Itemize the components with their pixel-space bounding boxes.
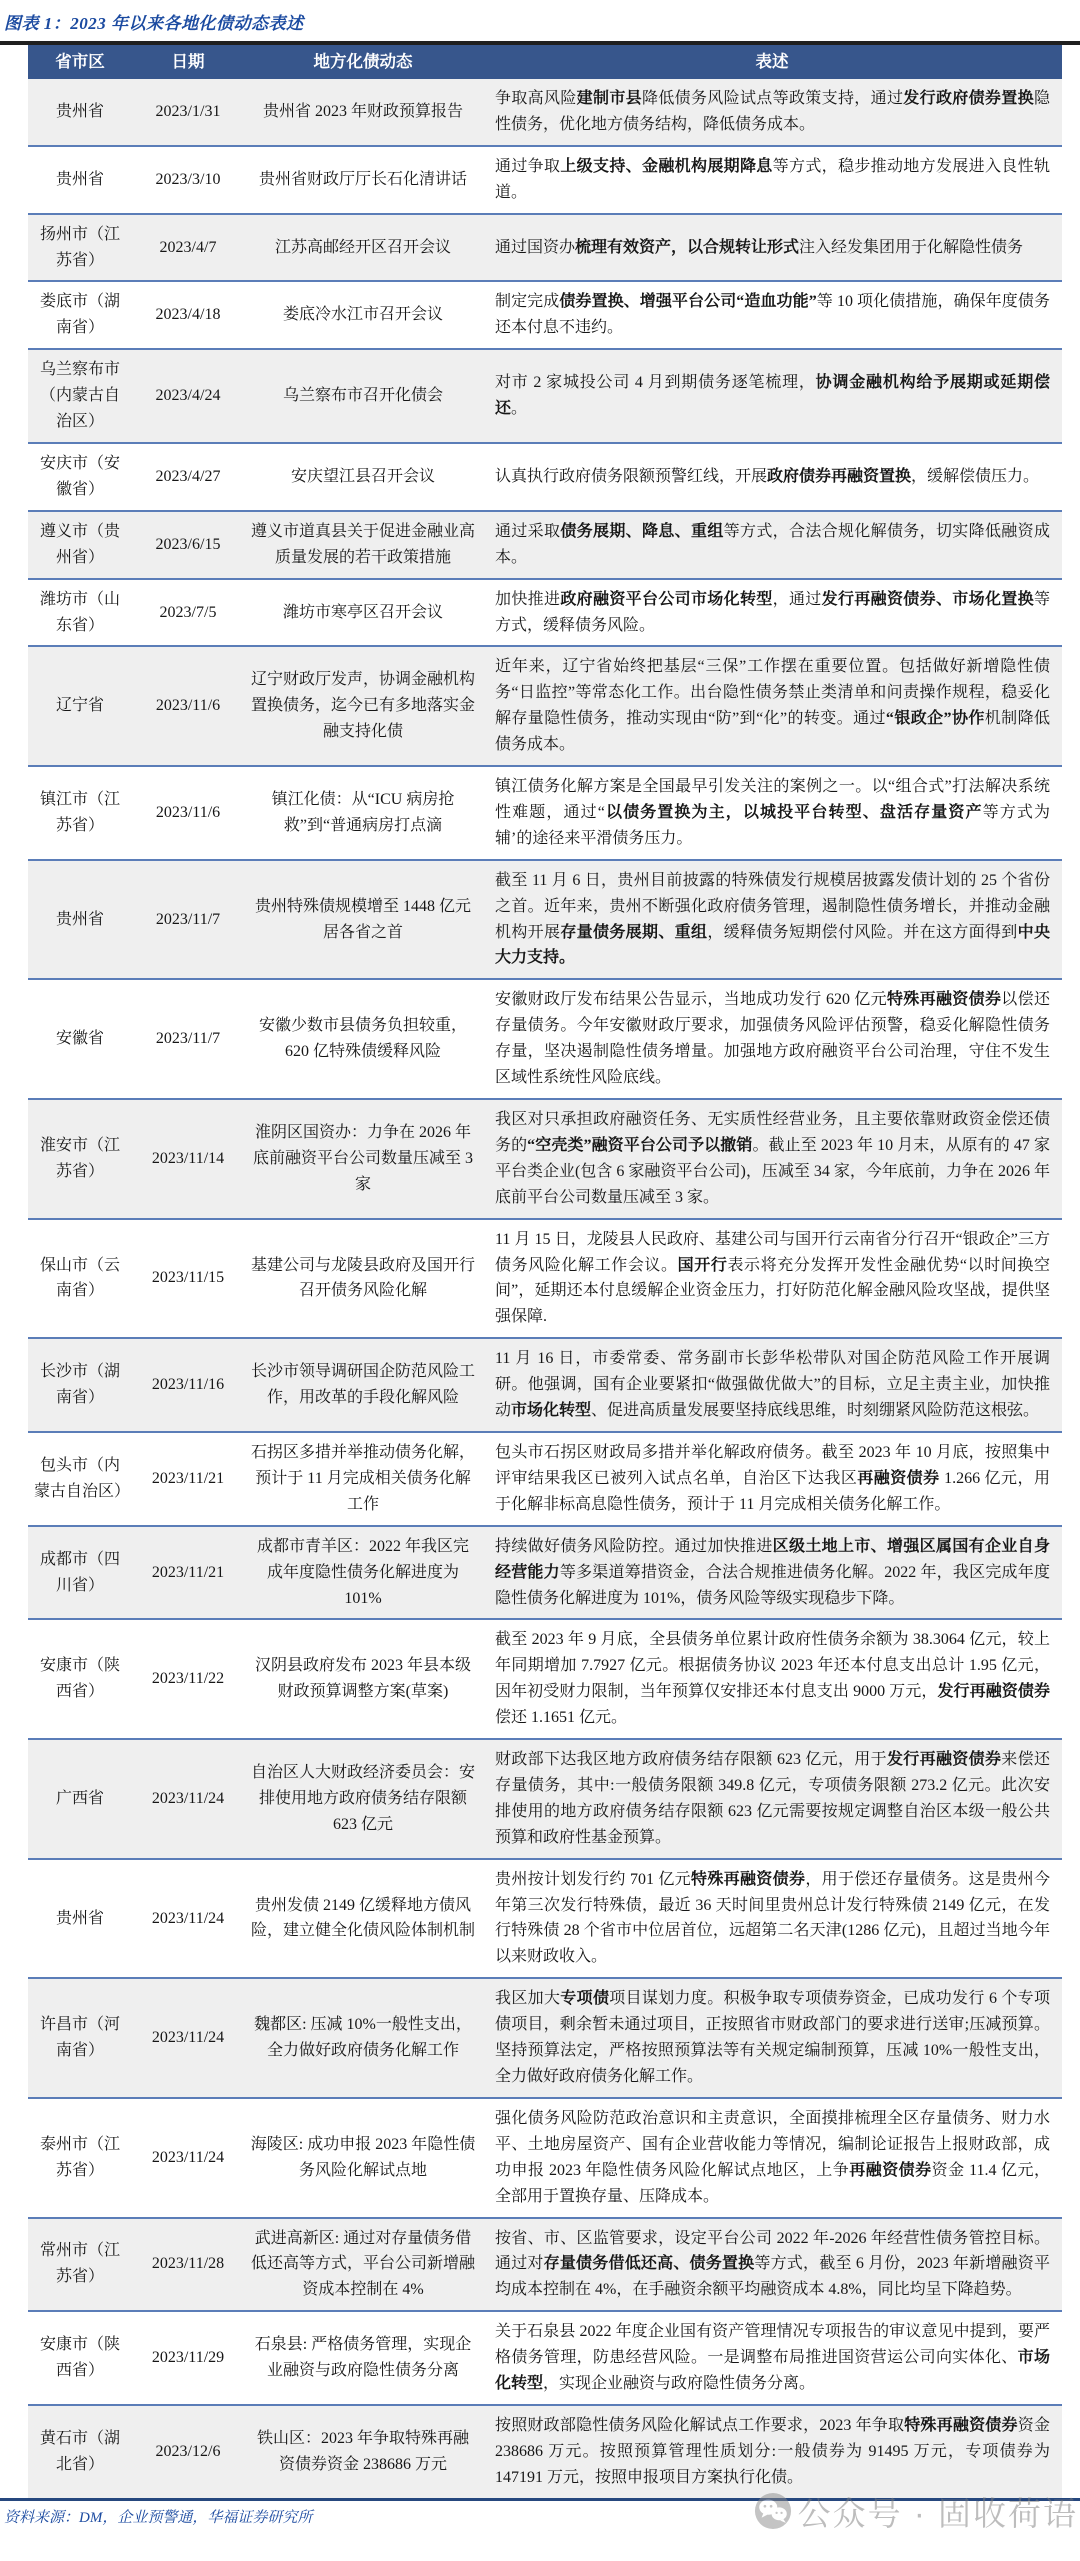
- cell-action: 潍坊市寒亭区召开会议: [282, 603, 443, 621]
- cell-action: 武进高新区: 通过对存量债务借低还高等方式，平台公司新增融资成本控制在 4%: [250, 2229, 475, 2299]
- cell-statement: 截至 11 月 6 日，贵州目前披露的特殊债发行规模居披露发债计划的 25 个省份之首。近年来，贵州不断强化政府债务管理，遏制隐性债务增长，并推动金融机构开展存量债务展期、重组，缓释债务短期偿付风险。并在这方面得到中央大力支持。: [495, 871, 1050, 967]
- cell-date: 2023/11/7: [155, 910, 221, 928]
- cell-region: 安庆市（安徽省）: [39, 454, 120, 498]
- table-row: [28, 765, 1062, 859]
- table-body: [28, 79, 1062, 2498]
- cell-statement: 通过采取债务展期、降息、重组等方式，合法合规化解债务，切实降低融资成本。: [495, 522, 1050, 566]
- cell-region: 贵州省: [55, 1909, 104, 1927]
- cell-statement: 11 月 16 日，市委常委、常务副市长彭华松带队对国企防范风险工作开展调研。他强调，国有企业要紧扣“做强做优做大”的目标，立足主责主业，加快推动市场化转型、促进高质量发展要坚持底线思维，时刻绷紧风险防范这根弦。: [495, 1350, 1050, 1420]
- table-row: [28, 1098, 1062, 1218]
- cell-region: 成都市（四川省）: [39, 1550, 120, 1594]
- debt-actions-table: [28, 45, 1062, 2498]
- cell-action: 贵州发债 2149 亿缓释地方债风险，建立健全化债风险体制机制: [250, 1896, 475, 1940]
- cell-date: 2023/1/31: [155, 102, 221, 120]
- col-header-region: 省市区: [55, 52, 105, 72]
- col-header-date: 日期: [171, 52, 205, 72]
- table-row: [28, 645, 1062, 765]
- cell-action: 贵州特殊债规模增至 1448 亿元居各省之首: [254, 897, 471, 941]
- cell-action: 江苏高邮经开区召开会议: [274, 238, 451, 256]
- cell-date: 2023/4/24: [155, 387, 221, 405]
- cell-date: 2023/12/6: [155, 2442, 221, 2460]
- cell-date: 2023/7/5: [159, 603, 217, 621]
- cell-action: 石泉县: 严格债务管理，实现企业融资与政府隐性债务分离: [254, 2336, 472, 2380]
- cell-statement: 财政部下达我区地方政府债务结存限额 623 亿元，用于发行再融资债券来偿还存量债务，其中:一般债务限额 349.8 亿元，专项债务限额 273.2 亿元。此次安排使用的地方政府债务结存限额 623 亿元需要按规定调整自治区本级一般公共预算和政府性基金预算。: [495, 1751, 1050, 1846]
- table-row: [28, 1218, 1062, 1338]
- table-row: [28, 213, 1062, 281]
- cell-date: 2023/11/21: [151, 1563, 225, 1581]
- cell-statement: 安徽财政厅发布结果公告显示，当地成功发行 620 亿元特殊再融资债券以偿还存量债务。今年安徽财政厅要求，加强债务风险评估预警，稳妥化解隐性债务存量，坚决遏制隐性债务增量。加强地方政府融资平台公司治理，守住不发生区域性系统性风险底线。: [495, 991, 1050, 1087]
- cell-statement: 强化债务风险防范政治意识和主责意识，全面摸排梳理全区存量债务、财力水平、土地房屋资产、国有企业营收能力等情况，编制论证报告上报财政部，成功申报 2023 年隐性债务风险化解试点地区，上争再融资债券资金 11.4 亿元，全部用于置换存量、压降成本。: [495, 2109, 1050, 2205]
- cell-action: 汉阴县政府发布 2023 年县本级财政预算调整方案(草案): [254, 1657, 471, 1701]
- cell-action: 长沙市领导调研国企防范风险工作，用改革的手段化解风险: [250, 1363, 475, 1407]
- cell-date: 2023/11/24: [151, 1909, 225, 1927]
- cell-statement: 包头市石拐区财政局多措并举化解政府债务。截至 2023 年 10 月底，按照集中评审结果我区已被列入试点名单，自治区下达我区再融资债券 1.266 亿元，用于化解非标高息隐性债务，预计于 11 月完成相关债务化解工作。: [495, 1443, 1050, 1513]
- table-row: [28, 1858, 1062, 1978]
- cell-statement: 按照财政部隐性债务风险化解试点工作要求，2023 年争取特殊再融资债券资金 238686 万元。按照预算管理性质划分:一般债券为 91495 万元，专项债券为 147191 万元，按照申报项目方案执行化债。: [495, 2416, 1050, 2486]
- cell-region: 乌兰察布市（内蒙古自治区）: [39, 361, 120, 431]
- cell-date: 2023/3/10: [155, 170, 221, 188]
- cell-statement: 按省、市、区监管要求，设定平台公司 2022 年-2026 年经营性债务管控目标。通过对存量债务借低还高、债务置换等方式，截至 6 月份，2023 年新增融资平均成本控制在 4%，在手融资余额平均融资成本 4.8%，同比均呈下降趋势。: [495, 2229, 1050, 2299]
- cell-region: 常州市（江苏省）: [39, 2242, 120, 2286]
- cell-statement: 我区对只承担政府融资任务、无实质性经营业务，且主要依靠财政资金偿还债务的“空壳类”融资平台公司予以撤销。截止至 2023 年 10 月末，从原有的 47 家平台类企业(包含 6 家融资平台公司)，压减至 34 家，今年底前，力争在 2026 年底前平台公司数量压减至 3 家。: [495, 1111, 1050, 1206]
- cell-region: 安徽省: [55, 1030, 104, 1048]
- cell-statement: 制定完成债券置换、增强平台公司“造血功能”等 10 项化债措施，确保年度债务还本付息不违约。: [495, 293, 1050, 337]
- cell-statement: 通过争取上级支持、金融机构展期降息等方式，稳步推动地方发展进入良性轨道。: [495, 157, 1050, 201]
- cell-region: 广西省: [55, 1789, 104, 1807]
- cell-date: 2023/11/6: [155, 803, 221, 821]
- table-row: [28, 280, 1062, 348]
- cell-statement: 镇江债务化解方案是全国最早引发关注的案例之一。以“组合式”打法解决系统性难题，通过“以债务置换为主，以城投平台转型、盘活存量资产等方式为辅’的途径来平滑债务压力。: [495, 778, 1050, 847]
- table-row: [28, 1977, 1062, 2097]
- cell-statement: 关于石泉县 2022 年度企业国有资产管理情况专项报告的审议意见中提到，要严格债务管理，防患经营风险。一是调整布局推进国资营运公司向实体化、市场化转型，实现企业融资与政府隐性债务分离。: [495, 2323, 1050, 2393]
- table-row: [28, 2310, 1062, 2404]
- table-row: [28, 1431, 1062, 1525]
- cell-date: 2023/11/24: [151, 2148, 225, 2166]
- cell-action: 基建公司与龙陵县政府及国开行召开债务风险化解: [250, 1256, 475, 1300]
- cell-statement: 加快推进政府融资平台公司市场化转型，通过发行再融资债券、市场化置换等方式，缓释债务风险。: [495, 590, 1050, 634]
- cell-action: 镇江化债：从“ICU 病房抢救”到“普通病房打点滴: [271, 790, 455, 834]
- table-row: [28, 859, 1062, 979]
- cell-date: 2023/11/29: [151, 2349, 225, 2367]
- cell-statement: 对市 2 家城投公司 4 月到期债务逐笔梳理，协调金融机构给予展期或延期偿还。: [495, 374, 1050, 418]
- cell-statement: 11 月 15 日，龙陵县人民政府、基建公司与国开行云南省分行召开“银政企”三方债务风险化解工作会议。国开行表示将充分发挥开发性金融优势“以时间换空间”，延期还本付息缓解企业资金压力，打好防范化解金融风险攻坚战，提供坚强保障.: [495, 1230, 1050, 1326]
- cell-action: 石拐区多措并举推动债务化解，预计于 11 月完成相关债务化解工作: [250, 1443, 475, 1513]
- figure-title: 图表 1：2023 年以来各地化债动态表述: [4, 14, 304, 33]
- cell-date: 2023/4/18: [155, 306, 221, 324]
- cell-region: 安康市（陕西省）: [39, 1657, 120, 1701]
- cell-action: 乌兰察布市召开化债会: [282, 387, 443, 405]
- cell-statement: 认真执行政府债务限额预警红线，开展政府债券再融资置换，缓解偿债压力。: [495, 467, 1040, 485]
- cell-region: 贵州省: [55, 910, 104, 928]
- cell-region: 贵州省: [55, 102, 104, 120]
- cell-region: 保山市（云南省）: [39, 1256, 120, 1300]
- cell-action: 魏都区: 压减 10%一般性支出，全力做好政府债务化解工作: [254, 2016, 472, 2060]
- cell-region: 包头市（内蒙古自治区）: [34, 1456, 131, 1500]
- cell-region: 辽宁省: [55, 697, 104, 715]
- cell-action: 遵义市道真县关于促进金融业高质量发展的若干政策措施: [250, 522, 475, 566]
- cell-date: 2023/11/16: [151, 1376, 225, 1394]
- cell-date: 2023/11/22: [151, 1670, 225, 1688]
- table-row: [28, 1337, 1062, 1431]
- table-row: [28, 348, 1062, 442]
- cell-region: 泰州市（江苏省）: [39, 2135, 120, 2179]
- table-row: [28, 79, 1062, 145]
- cell-date: 2023/4/7: [159, 238, 217, 256]
- cell-date: 2023/4/27: [155, 467, 221, 485]
- cell-region: 扬州市（江苏省）: [39, 225, 120, 269]
- table-row: [28, 2097, 1062, 2217]
- table-row: [28, 2404, 1062, 2498]
- cell-statement: 贵州按计划发行约 701 亿元特殊再融资债券，用于偿还存量债务。这是贵州今年第三次发行特殊债，最近 36 天时间里贵州总计发行特殊债 2149 亿元，在发行特殊债 28 个省市中位居首位，远超第二名天津(1286 亿元)，且超过当地今年以来财政收入。: [495, 1870, 1050, 1966]
- cell-action: 安徽少数市县债务负担较重，620 亿特殊债缓释风险: [258, 1017, 467, 1061]
- cell-region: 镇江市（江苏省）: [39, 790, 120, 834]
- cell-region: 贵州省: [55, 170, 104, 188]
- table-row: [28, 2217, 1062, 2311]
- cell-date: 2023/11/28: [151, 2255, 225, 2273]
- cell-date: 2023/11/6: [155, 697, 221, 715]
- table-row: [28, 1618, 1062, 1738]
- col-header-action: 地方化债动态: [313, 52, 413, 72]
- cell-region: 安康市（陕西省）: [39, 2336, 120, 2380]
- source-note: 资料来源：DM，企业预警通，华福证券研究所: [4, 2509, 313, 2526]
- cell-action: 贵州省财政厅厅长石化清讲话: [258, 170, 467, 188]
- table-row: [28, 578, 1062, 646]
- cell-date: 2023/11/14: [151, 1149, 225, 1167]
- cell-region: 淮安市（江苏省）: [39, 1136, 120, 1180]
- cell-statement: 我区加大专项债项目谋划力度。积极争取专项债券资金，已成功发行 6 个专项债项目，剩余暂未通过项目，正按照省市财政部门的要求进行送审;压减预算。坚持预算法定，严格按照预算法等有关规定编制预算，压减 10%一般性支出，全力做好政府债务化解工作。: [495, 1990, 1050, 2085]
- cell-action: 自治区人大财政经济委员会：安排使用地方政府债务结存限额 623 亿元: [250, 1763, 475, 1833]
- table-row: [28, 1525, 1062, 1619]
- table-row: [28, 978, 1062, 1098]
- cell-region: 潍坊市（山东省）: [39, 590, 120, 634]
- cell-date: 2023/6/15: [155, 535, 221, 553]
- cell-statement: 通过国资办梳理有效资产，以合规转让形式注入经发集团用于化解隐性债务: [495, 238, 1024, 256]
- col-header-statement: 表述: [755, 52, 789, 72]
- table-row: [28, 442, 1062, 510]
- table-row: [28, 1738, 1062, 1858]
- cell-date: 2023/11/7: [155, 1030, 221, 1048]
- cell-action: 辽宁财政厅发声，协调金融机构置换债务，迄今已有多地落实金融支持化债: [250, 671, 475, 741]
- table-header-row: [28, 45, 1062, 79]
- cell-action: 成都市青羊区：2022 年我区完成年度隐性债务化解进度为 101%: [256, 1537, 469, 1607]
- cell-date: 2023/11/24: [151, 1789, 225, 1807]
- cell-action: 海陵区: 成功申报 2023 年隐性债务风险化解试点地: [250, 2135, 476, 2179]
- cell-region: 娄底市（湖南省）: [39, 293, 120, 337]
- cell-action: 贵州省 2023 年财政预算报告: [262, 102, 463, 120]
- cell-region: 遵义市（贵州省）: [39, 522, 120, 566]
- table-row: [28, 145, 1062, 213]
- cell-statement: 截至 2023 年 9 月底，全县债务单位累计政府性债务余额为 38.3064 亿元，较上年同期增加 7.7927 亿元。根据债务协议 2023 年还本付息支出总计 1.95 亿元，因年初受财力限制，当年预算仅安排还本付息支出 9000 万元，发行再融资债券偿还 1.1651 亿元。: [495, 1631, 1050, 1727]
- cell-statement: 争取高风险建制市县降低债务风险试点等政策支持，通过发行政府债券置换隐性债务，优化地方债务结构，降低债务成本。: [495, 90, 1050, 133]
- cell-action: 淮阴区国资办：力争在 2026 年底前融资平台公司数量压减至 3 家: [252, 1123, 473, 1193]
- cell-date: 2023/11/24: [151, 2029, 225, 2047]
- cell-statement: 近年来，辽宁省始终把基层“三保”工作摆在重要位置。包括做好新增隐性债务“日监控”等常态化工作。出台隐性债务禁止类清单和问责操作规程，稳妥化解存量隐性债务，推动实现由“防”到“化”的转变。通过“银政企”协作机制降低债务成本。: [495, 658, 1050, 754]
- cell-region: 黄石市（湖北省）: [39, 2429, 120, 2473]
- cell-action: 娄底冷水江市召开会议: [282, 306, 443, 324]
- cell-region: 许昌市（河南省）: [39, 2016, 120, 2060]
- table-row: [28, 510, 1062, 578]
- watermark-text: 公众号 · 固收荷语: [797, 2494, 1078, 2532]
- cell-date: 2023/11/15: [151, 1269, 225, 1287]
- cell-action: 安庆望江县召开会议: [290, 467, 435, 485]
- cell-statement: 持续做好债务风险防控。通过加快推进区级土地上市、增强区属国有企业自身经营能力等多渠道筹措资金，合法合规推进债务化解。2022 年，我区完成年度隐性债务化解进度为 101%，债务风险等级实现稳步下降。: [495, 1537, 1050, 1607]
- cell-date: 2023/11/21: [151, 1469, 225, 1487]
- cell-region: 长沙市（湖南省）: [39, 1363, 120, 1407]
- cell-action: 铁山区：2023 年争取特殊再融资债券资金 238686 万元: [256, 2429, 469, 2473]
